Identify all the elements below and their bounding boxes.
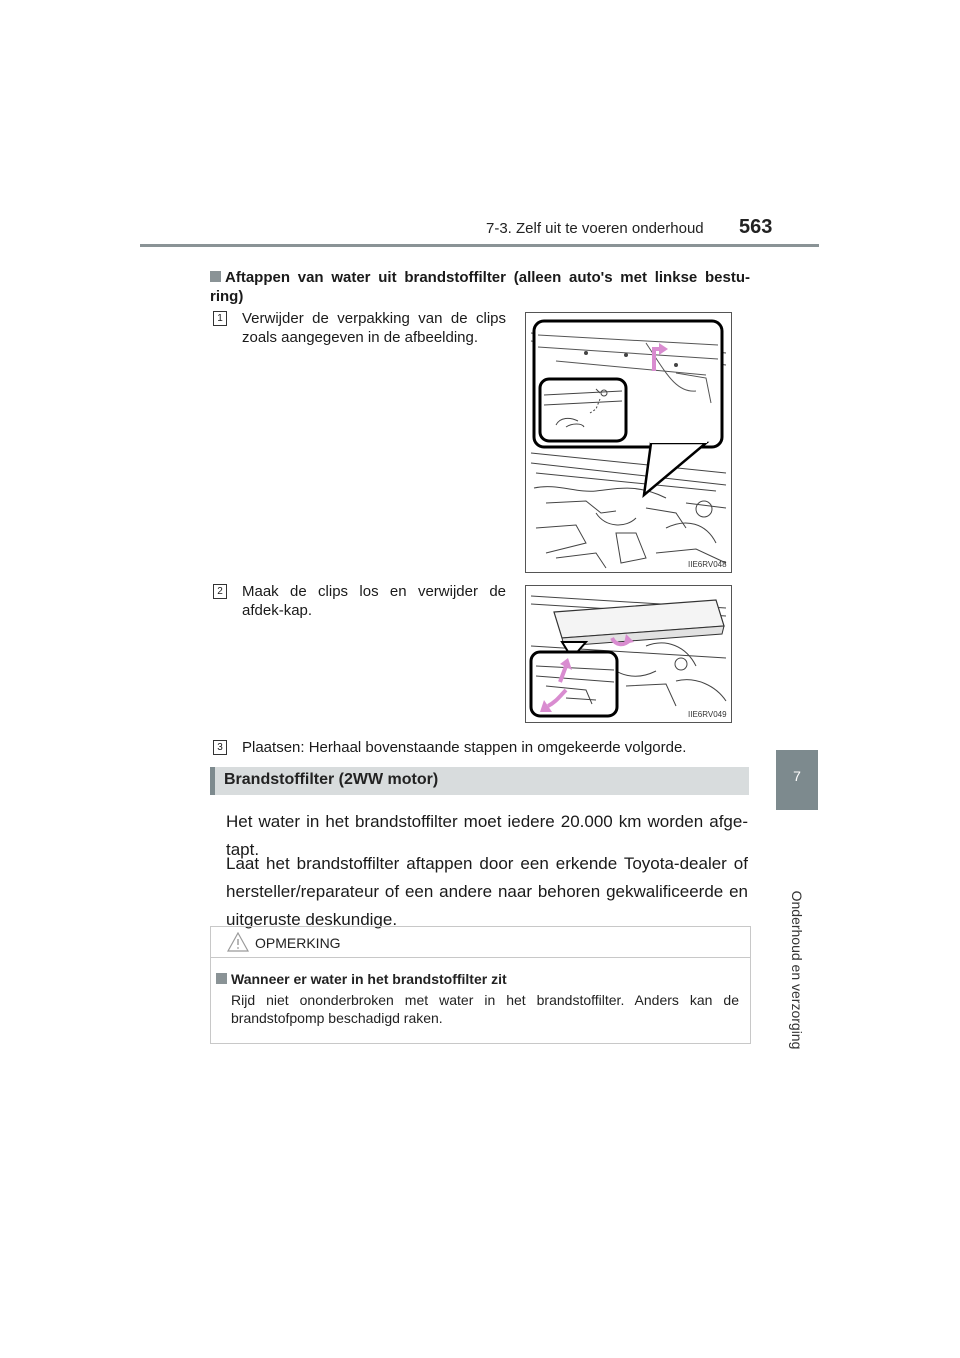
caution-subheading [216, 971, 507, 987]
step-3-text: Plaatsen: Herhaal bovenstaande stappen in omgekeerde volgorde. [242, 739, 687, 756]
header-rule [140, 244, 819, 247]
caution-title: OPMERKING [255, 935, 341, 951]
bullet-square-icon [216, 973, 227, 984]
illustration-code-1: IIE6RV048 [688, 560, 727, 569]
step-1-text: Verwijder de verpakking van de clips zoals aangegeven in de afbeelding. [242, 310, 506, 346]
step-2-text: Maak de clips los en verwijder de afdek-kap. [242, 583, 506, 619]
illustration-step-1 [525, 312, 732, 573]
bullet-square-icon [210, 271, 221, 282]
caution-divider [211, 957, 750, 958]
illustration-step-2 [525, 585, 732, 723]
caution-text: Rijd niet ononderbroken met water in het brandstoffilter. Anders kan de brandstofpomp beschadigd raken. [231, 992, 739, 1026]
caution-subheading-text: Wanneer er water in het brandstoffilter zit [231, 971, 507, 987]
step-number-2: 2 [213, 584, 227, 599]
warning-triangle-icon [227, 932, 249, 952]
caution-box [210, 926, 751, 1044]
paragraph-1: Het water in het brandstoffilter moet iedere 20.000 km worden afge-tapt. [226, 812, 748, 859]
chapter-title: Onderhoud en verzorging [789, 890, 805, 1050]
engine-bay-diagram-2 [526, 586, 731, 722]
section-band [210, 767, 749, 795]
header-section-title: 7-3. Zelf uit te voeren onderhoud [486, 220, 704, 237]
band-heading: Brandstoffilter (2WW motor) [224, 771, 439, 788]
section-heading-text: Aftappen van water uit brandstoffilter (alleen auto's met linkse bestu-ring) [210, 269, 750, 305]
chapter-number: 7 [793, 768, 801, 784]
step-number-1: 1 [213, 311, 227, 326]
section-heading [210, 268, 750, 306]
band-accent-bar [210, 767, 215, 795]
engine-bay-diagram-1 [526, 313, 731, 572]
step-number-3: 3 [213, 740, 227, 755]
illustration-code-2: IIE6RV049 [688, 710, 727, 719]
chapter-tab [776, 750, 818, 810]
paragraph-2: Laat het brandstoffilter aftappen door een erkende Toyota-dealer of hersteller/reparateur of een andere naar behoren gekwalificeerde en uitgeruste deskundige. [226, 854, 748, 929]
page-number: 563 [739, 216, 773, 238]
